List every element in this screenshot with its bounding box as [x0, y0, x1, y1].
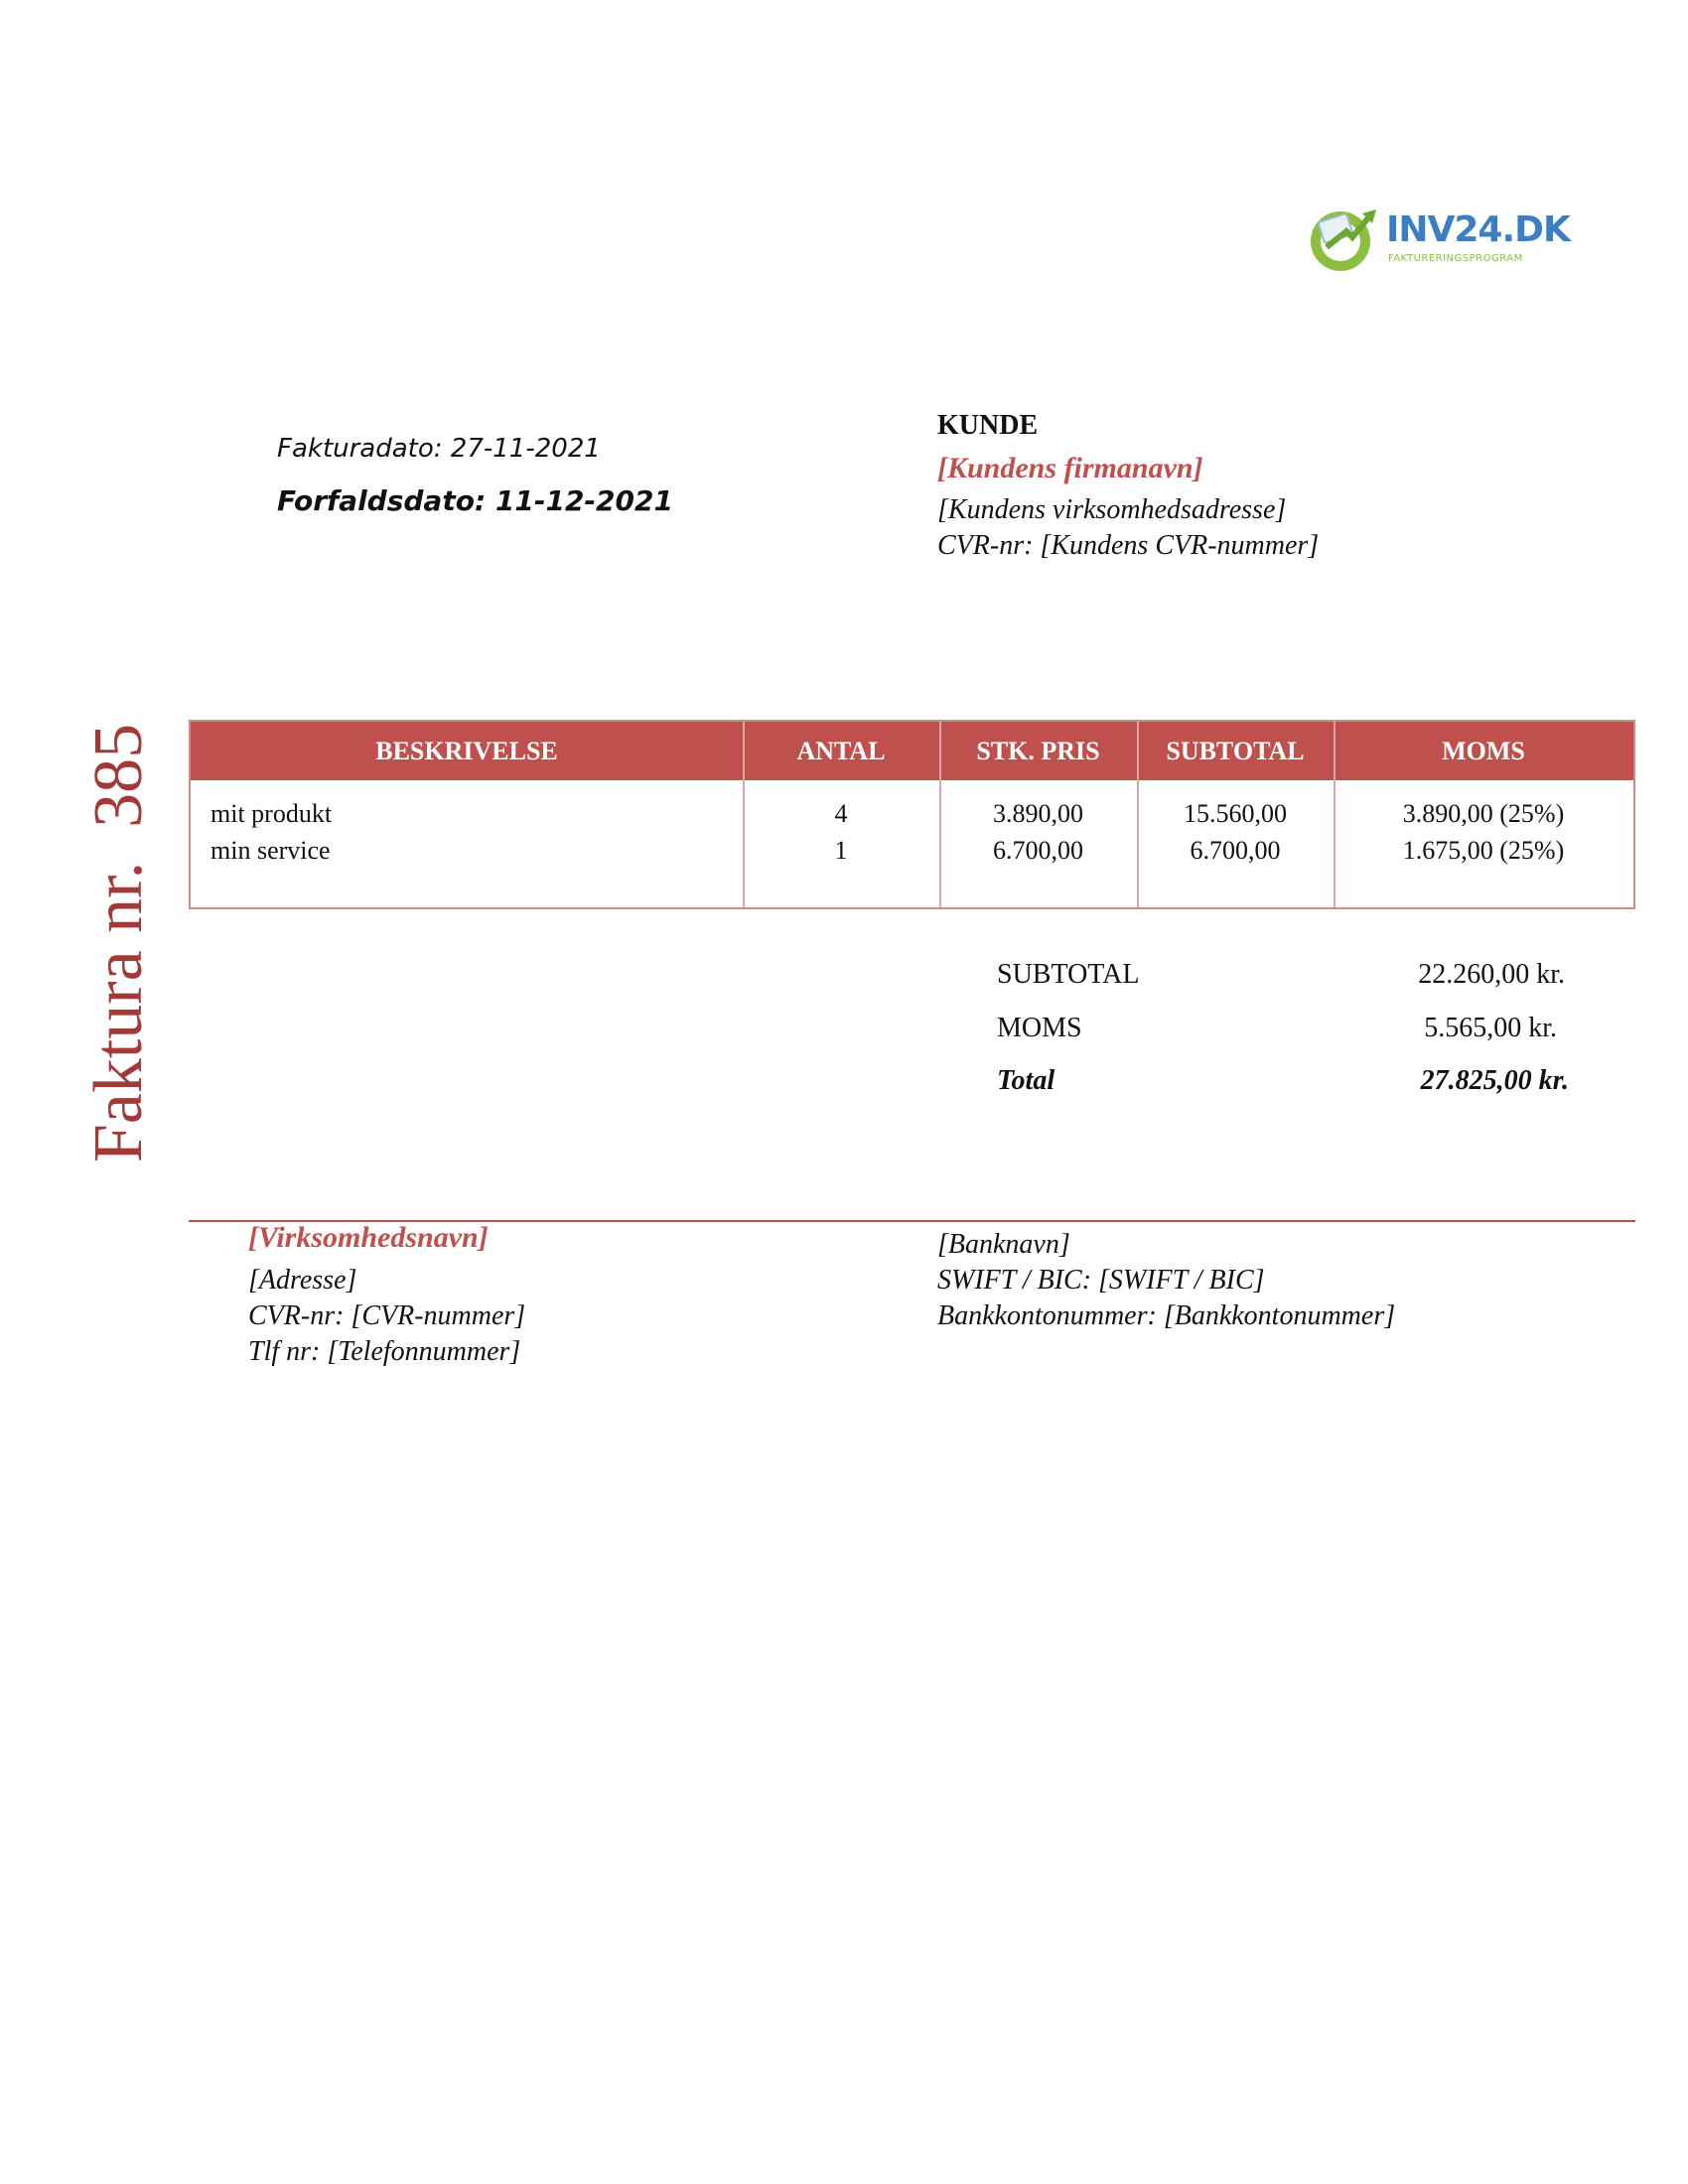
logo-brand-text: INV24.DK [1386, 209, 1570, 250]
row-2-unit-price: 6.700,00 [993, 836, 1083, 865]
footer-bank: [Banknavn] [937, 1229, 1070, 1260]
row-1-unit-price: 3.890,00 [993, 799, 1083, 828]
subtotal-label: SUBTOTAL [997, 959, 1140, 990]
footer-phone: Tlf nr: [Telefonnummer] [248, 1336, 521, 1367]
vat-value: 5.565,00 kr. [1424, 1013, 1557, 1043]
total-value: 27.825,00 kr. [1420, 1065, 1569, 1096]
logo-tagline: FAKTURERINGSPROGRAM [1388, 253, 1523, 264]
footer-cvr: CVR-nr: [CVR-nummer] [248, 1300, 526, 1331]
customer-cvr: CVR-nr: [Kundens CVR-nummer] [937, 530, 1320, 561]
header-subtotal: SUBTOTAL [1166, 737, 1305, 765]
invoice-arrow-icon [1307, 204, 1382, 273]
invoice-number: 385 [80, 723, 157, 828]
row-2-vat: 1.675,00 (25%) [1402, 836, 1565, 865]
row-1-description: mit produkt [211, 799, 333, 828]
due-date: Forfaldsdato: 11-12-2021 [277, 484, 673, 517]
footer-account: Bankkontonummer: [Bankkontonummer] [937, 1300, 1396, 1331]
company-logo [1307, 204, 1570, 273]
row-1-quantity: 4 [834, 799, 848, 828]
row-2-description: min service [211, 836, 331, 865]
row-1-subtotal: 15.560,00 [1184, 799, 1287, 828]
invoice-date: Fakturadato: 27-11-2021 [277, 434, 601, 464]
header-description: BESKRIVELSE [375, 737, 558, 765]
invoice-title [79, 724, 159, 1162]
total-label: Total [997, 1065, 1055, 1096]
header-vat: MOMS [1442, 737, 1525, 765]
header-unit-price: STK. PRIS [976, 737, 1100, 765]
invoice-title-label: Faktura nr. [80, 861, 157, 1163]
row-2-subtotal: 6.700,00 [1190, 836, 1281, 865]
footer-address: [Adresse] [248, 1265, 357, 1296]
row-1-vat: 3.890,00 (25%) [1402, 799, 1565, 828]
customer-company: [Kundens firmanavn] [937, 452, 1203, 484]
vat-label: MOMS [997, 1013, 1082, 1043]
customer-heading: KUNDE [937, 410, 1039, 441]
footer-company: [Virksomhedsnavn] [248, 1221, 489, 1254]
row-2-quantity: 1 [834, 836, 848, 865]
subtotal-value: 22.260,00 kr. [1418, 959, 1565, 990]
customer-address: [Kundens virksomhedsadresse] [937, 494, 1287, 525]
header-quantity: ANTAL [796, 737, 886, 765]
items-table [189, 720, 1635, 909]
footer-swift: SWIFT / BIC: [SWIFT / BIC] [937, 1265, 1265, 1296]
